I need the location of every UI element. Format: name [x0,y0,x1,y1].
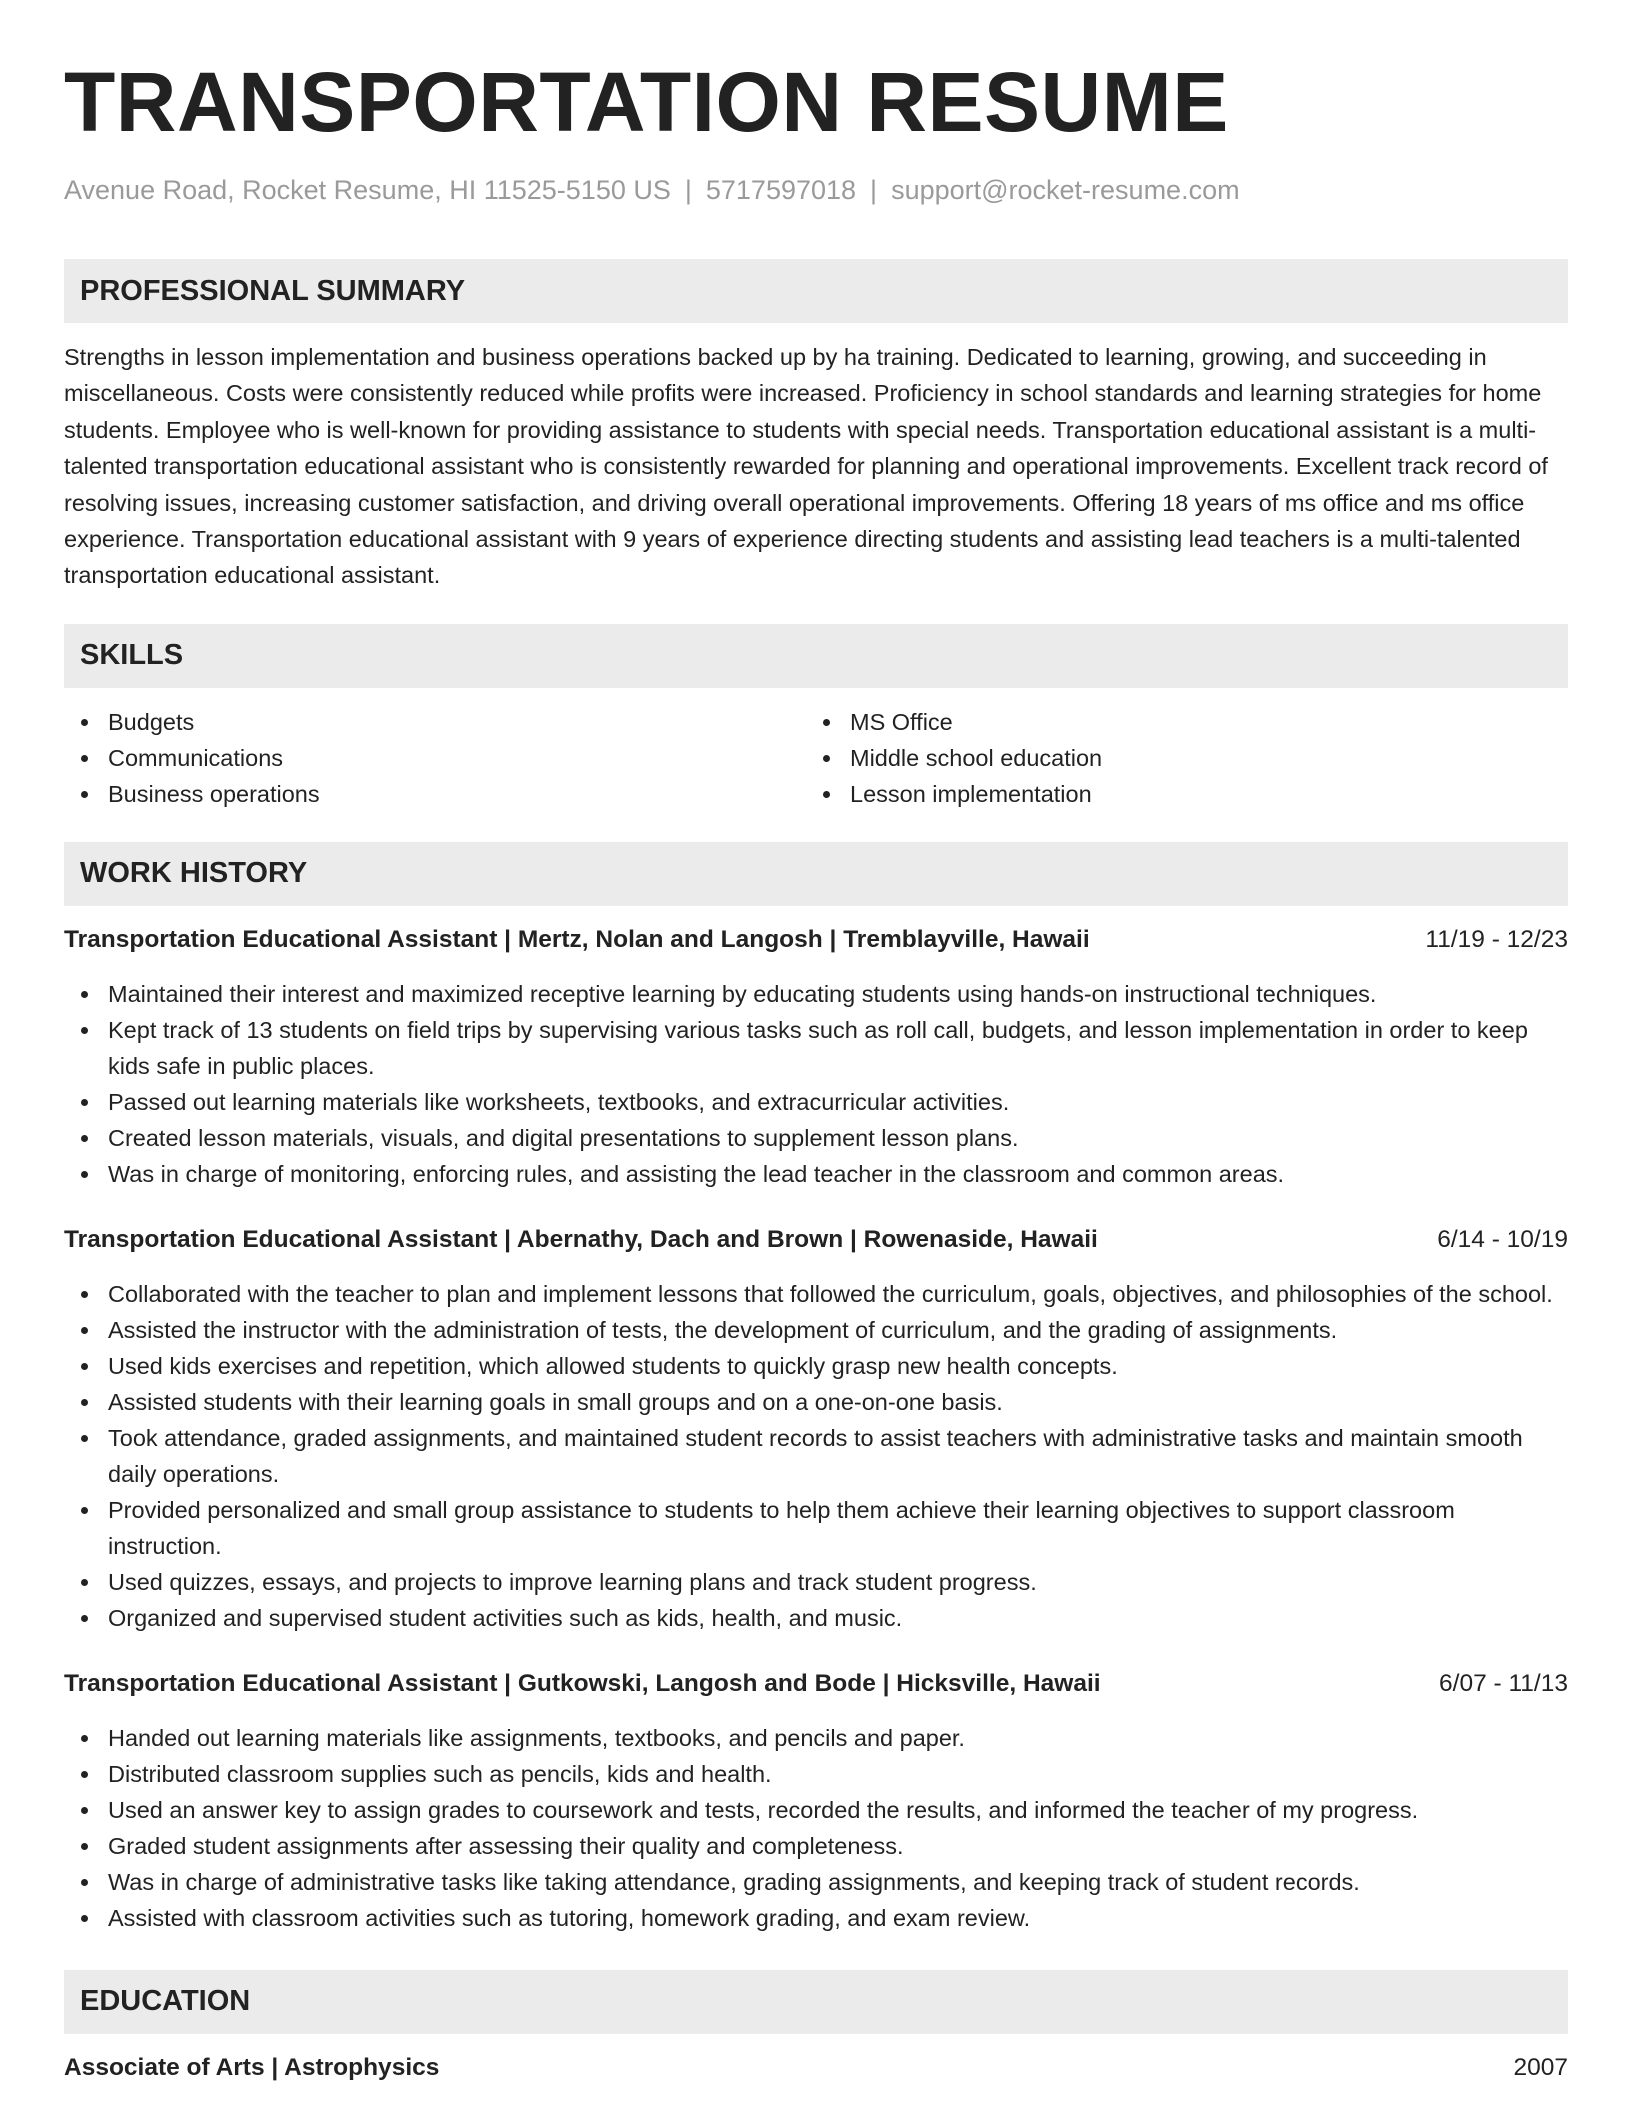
job-bullets [64,1720,1568,1936]
job-header [64,1666,1568,1702]
contact-email: support@rocket-resume.com [891,175,1240,205]
summary-paragraph: Strengths in lesson implementation and business operations backed up by ha training. Dedicated to learning, growing, and succeeding in miscellaneous. Costs were consistently reduced while profits were increased. Proficiency in school standards and learning strategies for home students. Employee who is well-known for providing assistance to students with special needs. Transportation educational assistant is a multi-talented transportation educational assistant who is consistently rewarded for planning and operational improvements. Excellent track record of resolving issues, increasing customer satisfaction, and driving overall operational improvements. Offering 18 years of ms office and ms office experience. Transportation educational assistant with 9 years of experience directing students and assisting lead teachers is a multi-talented transportation educational assistant. [64,344,1548,589]
skills-column-right [806,704,1548,812]
contact-address: Avenue Road, Rocket Resume, HI 11525-5150 US [64,175,671,205]
education-year: 2007 [1513,2053,1568,2081]
job-title: Transportation Educational Assistant | Abernathy, Dach and Brown | Rowenaside, Hawaii [64,1225,1098,1253]
job-bullet: Used an answer key to assign grades to coursework and tests, recorded the results, and informed the teacher of my progress. [64,1792,1568,1828]
job-bullet: Graded student assignments after assessing their quality and completeness. [64,1828,1568,1864]
section-heading-skills: SKILLS [64,624,1568,688]
job-entry [64,1222,1568,1636]
job-bullet: Handed out learning materials like assignments, textbooks, and pencils and paper. [64,1720,1568,1756]
contact-phone: 5717597018 [705,175,857,205]
job-entry [64,1666,1568,1936]
job-bullet: Took attendance, graded assignments, and maintained student records to assist teachers with administrative tasks and maintain smooth daily operations. [64,1420,1568,1492]
job-bullet: Organized and supervised student activities such as kids, health, and music. [64,1600,1568,1636]
job-bullet: Collaborated with the teacher to plan and implement lessons that followed the curriculum, goals, objectives, and philosophies of the school. [64,1276,1568,1312]
skill-item: Middle school education [806,740,1548,776]
job-title: Transportation Educational Assistant | Gutkowski, Langosh and Bode | Hicksville, Hawaii [64,1669,1101,1697]
job-bullet: Kept track of 13 students on field trips by supervising various tasks such as roll call, budgets, and lesson implementation in order to keep kids safe in public places. [64,1012,1568,1084]
resume-page [64,0,1568,2086]
job-bullet: Passed out learning materials like worksheets, textbooks, and extracurricular activities. [64,1084,1568,1120]
contact-separator: | [684,175,692,205]
job-bullets [64,976,1568,1192]
resume-title: TRANSPORTATION RESUME [64,55,1229,149]
job-header [64,922,1568,958]
job-bullet: Distributed classroom supplies such as pencils, kids and health. [64,1756,1568,1792]
job-bullet: Was in charge of administrative tasks like taking attendance, grading assignments, and keeping track of student records. [64,1864,1568,1900]
skill-item: Communications [64,740,806,776]
skills-grid [64,704,1568,812]
skills-column-left [64,704,806,812]
section-heading-summary: PROFESSIONAL SUMMARY [64,259,1568,323]
job-bullet: Used quizzes, essays, and projects to improve learning plans and track student progress. [64,1564,1568,1600]
skill-item: Lesson implementation [806,776,1548,812]
job-dates: 6/14 - 10/19 [1437,1225,1568,1253]
job-bullet: Assisted the instructor with the administration of tests, the development of curriculum, and the grading of assignments. [64,1312,1568,1348]
job-bullet: Maintained their interest and maximized receptive learning by educating students using hands-on instructional techniques. [64,976,1568,1012]
job-bullet: Used kids exercises and repetition, which allowed students to quickly grasp new health concepts. [64,1348,1568,1384]
job-dates: 11/19 - 12/23 [1425,925,1568,953]
contact-line [64,174,1568,206]
job-bullet: Created lesson materials, visuals, and digital presentations to supplement lesson plans. [64,1120,1568,1156]
skill-item: Business operations [64,776,806,812]
job-bullets [64,1276,1568,1636]
job-bullet: Assisted students with their learning goals in small groups and on a one-on-one basis. [64,1384,1568,1420]
skill-item: Budgets [64,704,806,740]
job-bullet: Assisted with classroom activities such as tutoring, homework grading, and exam review. [64,1900,1568,1936]
section-heading-work-history: WORK HISTORY [64,842,1568,906]
education-degree: Associate of Arts | Astrophysics [64,2053,440,2081]
skill-item: MS Office [806,704,1548,740]
section-heading-education: EDUCATION [64,1970,1568,2034]
contact-separator: | [870,175,878,205]
job-bullet: Provided personalized and small group assistance to students to help them achieve their learning objectives to support classroom instruction. [64,1492,1568,1564]
job-header [64,1222,1568,1258]
job-entry [64,922,1568,1192]
job-title: Transportation Educational Assistant | Mertz, Nolan and Langosh | Tremblayville, Hawaii [64,925,1090,953]
job-dates: 6/07 - 11/13 [1439,1669,1568,1697]
job-bullet: Was in charge of monitoring, enforcing rules, and assisting the lead teacher in the classroom and common areas. [64,1156,1568,1192]
education-entry [64,2050,1568,2086]
